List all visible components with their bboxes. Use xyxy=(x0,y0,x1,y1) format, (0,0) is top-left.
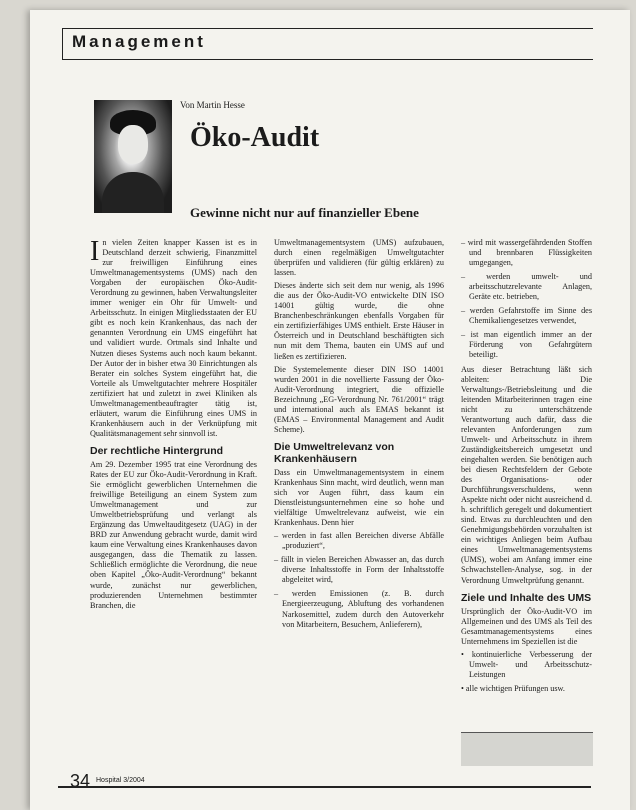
article-subtitle: Gewinne nicht nur auf finanzieller Ebene xyxy=(190,205,419,220)
section-title: Management xyxy=(72,32,206,51)
legal-background-text: Am 29. Dezember 1995 trat eine Verordnung des Rates der EU zur Öko-Audit-Verordnung in Kraft. Sie ermöglicht gewerblichen Unternehmen die freiwillige Beteiligung an einem System zum Umweltmanagement und zur Umweltbetriebsprüfung und verlangt als Ergänzung das Umweltauditgesetz (UAG) in der BRD zur Anwendung gebracht wurde, damit wird kaum eine Verwaltung eines Krankenhauses davon ausgegangen, dass die Thematik zu lassen. Schließlich ermöglichte die Verordnung, die neue oben Kapitel „Öko-Audit-Verordnung“ bekannt wurde, zunächst nur gewerblichen, produzierenden Unternehmen bestimmter Branchen, die xyxy=(90,459,257,610)
ums-intro-paragraph: Umweltmanagementsystem (UMS) aufzubauen, durch einen regelmäßigen Umweltgutachter überprüfen und validieren (für gültig erklären) zu lassen. xyxy=(274,238,444,278)
responsibility-paragraph: Aus dieser Betrachtung läßt sich ableiten: Die Verwaltungs-/Betriebsleitung und die leitenden Mitarbeiterinnen tragen eine nicht zu unterschätzende Verantwortung auch dafür, dass die relevanten Anforderungen zum Umwelt- und Arbeitsschutz in ihrem Zuständigkeitsbereich umgesetzt und eingehalten werden. Sie benötigen auch bei diesen Rechtsfeldern der Gebote des Organisations- oder Durchführungsverschuldens, wenn Aspekte nicht oder nicht ausreichend d. h. schriftlich geregelt und dokumentiert sind. Etwas zu durchleuchten und den Genehmigungsbehörden vorzuhalten ist ein wichtiges Anliegen beim Aufbau eines Umweltmanagementsystems (UMS), wobei am Anfang immer eine Schwachstellen-Analyse, sog. in der Verordnung Umweltprüfung genannt. xyxy=(461,364,592,585)
din-paragraph: Dieses änderte sich seit dem nur wenig, als 1996 die aus der Öko-Audit-VO entwickelte DIN ISO 14001 gültig wurde, die ohne Branchenbeschränkungen ebenfalls Vorgaben für ein zertifizierfähiges UMS enthielt. Erste Häuser in Österreich und in Deutschland beschäftigten sich nun mit dem Thema, bauten ein UMS auf und ließen es zertifizieren. xyxy=(274,281,444,361)
left-column xyxy=(90,238,257,614)
author-photo xyxy=(94,100,172,213)
list-item: – werden Emissionen (z. B. durch Energieerzeugung, Abluftung des vorhandenen Narkosemittel, zudem durch den Autoverkehr von Mitarbeitern, Besuchern, Anlieferern), xyxy=(274,589,445,629)
highlight-box xyxy=(461,732,593,766)
list-item: – werden umwelt- und arbeitsschutzrelevante Anlagen, Geräte etc. betrieben, xyxy=(461,272,592,302)
section-heading-relevance: Die Umweltrelevanz von Krankenhäusern xyxy=(274,440,395,465)
footer-rule xyxy=(58,786,591,788)
middle-column xyxy=(274,238,444,634)
list-item: – fällt in vielen Bereichen Abwasser an, das durch diverse Inhaltsstoffe in Form der Inhaltsstoffe abgeleitet wird, xyxy=(274,555,444,585)
photo-face xyxy=(118,125,148,164)
section-heading-goals: Ziele und Inhalte des UMS xyxy=(461,591,592,604)
photo-body xyxy=(102,172,164,213)
right-column xyxy=(461,238,592,698)
list-item: – ist man eigentlich immer an der Förderung von Gefahrgütern beteiligt. xyxy=(461,330,593,360)
relevance-list xyxy=(274,531,444,629)
list-item: – werden in fast allen Bereichen diverse Abfälle „produziert“, xyxy=(274,531,445,551)
goals-list xyxy=(461,650,592,694)
list-item: • alle wichtigen Prüfungen usw. xyxy=(461,683,565,693)
article-author: Von Martin Hesse xyxy=(180,100,245,110)
publication-label: Hospital 3/2004 xyxy=(96,777,145,784)
article-title: Öko-Audit xyxy=(190,122,320,153)
goals-intro: Ursprünglich der Öko-Audit-VO im Allgemeinen und des UMS als Teil des Gesamtmanagementsystems eines Unternehmens im Speziellen ist die xyxy=(461,606,592,646)
emas-paragraph: Die Systemelemente dieser DIN ISO 14001 wurden 2001 in die novellierte Fassung der Öko-Audit-Verordnung integriert, die offizielle Bezeichnung „EG-Verordnung Nr. 761/2001“ trägt und international auch als EMAS bekannt ist (EMAS – Environmental Management and Audit Scheme). xyxy=(274,364,444,434)
list-item: – werden Gefahrstoffe im Sinne des Chemikaliengesetzes verwendet, xyxy=(461,306,593,326)
relevance-intro: Dass ein Umweltmanagementsystem in einem Krankenhaus Sinn macht, wird deutlich, wenn man sich vor Augen führt, dass kaum ein Dienstleistungsunternehmen eine so hohe und vielfältige Umweltrelevanz aufweist, wie ein Krankenhaus. Denn hier xyxy=(274,467,444,528)
drop-cap: I xyxy=(90,236,100,267)
section-heading-legal: Der rechtliche Hintergrund xyxy=(90,444,224,457)
list-item: • kontinuierliche Verbesserung der Umwelt- und Arbeitsschutz-Leistungen xyxy=(461,649,592,679)
risk-list xyxy=(461,238,592,361)
lead-paragraph: n vielen Zeiten knapper Kassen ist es in Deutschland derzeit schwierig, Finanzmittel zur freiwilligen Einführung eines Umweltmanagementsystems (UMS) nach den Vorgaben der europäischen Öko-Audit-Verordnung zu gewinnen, haben Verwaltungsleiter immer weniger ein Ohr für Umwelt- und Arbeitsschutz. In einigen Mitgliedsstaaten der EU gibt es noch kein Krankenhaus, das nach der genannten Verordnung ein UMS eingeführt hat und validiert wurde. Ortmals sind Inhalte und Nutzen dieses Systems auch noch kaum bekannt. Der Autor der in bisher etwa 30 Einrichtungen als Berater ein solches System eingeführt hat, die Vorteile als Umweltgutachter mehrere Hospitäler zertifiziert hat und zuletzt in zwei Kliniken als Umweltmanagementbeauftragter tätig ist, erläutert, warum die Einführung eines UMS in Krankenhäusern auch in der Verknüpfung mit Qualitätsmanagement sehr sinnvoll ist. xyxy=(90,238,257,438)
list-item: – wird mit wassergefährdenden Stoffen und brennbaren Flüssigkeiten umgegangen, xyxy=(461,238,592,268)
page-number: 34 xyxy=(70,771,91,791)
